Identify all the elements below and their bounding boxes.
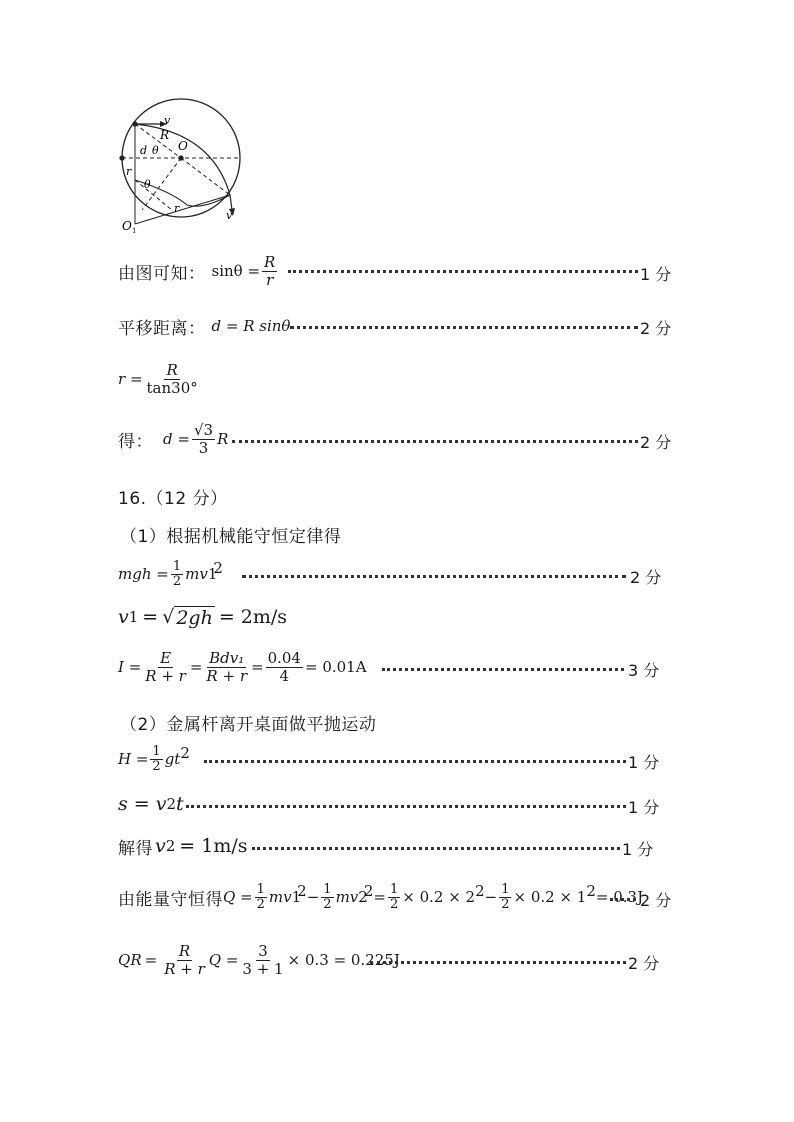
score-num: 1	[622, 840, 633, 859]
line-v1	[118, 600, 287, 634]
score-unit: 分	[637, 840, 654, 859]
line-fall-height	[118, 742, 190, 776]
line-r-formula	[118, 362, 202, 396]
term: mv	[335, 888, 359, 906]
dot-leader	[232, 440, 638, 443]
line-lhs: Q	[118, 951, 131, 969]
equals: =	[144, 951, 158, 969]
fraction-den: tan30°	[146, 378, 198, 397]
line-lhs: r =	[118, 370, 143, 388]
score-num: 1	[628, 798, 639, 817]
score-unit: 分	[643, 661, 660, 680]
score-label	[640, 888, 671, 911]
line-prefix: 由图可知：	[118, 263, 206, 284]
fraction-den: 4	[279, 666, 290, 685]
fraction	[266, 650, 303, 685]
fraction	[143, 650, 188, 685]
line-current	[118, 650, 367, 684]
label-d: d	[140, 144, 148, 157]
fraction-num: R	[264, 252, 276, 271]
fraction	[192, 422, 215, 457]
label-theta-1: θ	[152, 144, 159, 157]
dot-leader	[242, 575, 626, 578]
dot-leader	[204, 760, 626, 763]
line-rhs: = 1m/s	[179, 835, 248, 857]
fraction-num: R	[178, 941, 191, 960]
score-label	[640, 262, 671, 285]
label-R: R	[160, 128, 170, 142]
fraction	[171, 560, 183, 589]
label-v-bottom: v	[226, 209, 233, 222]
subscript: 2	[165, 837, 176, 855]
label-r-left: r	[126, 165, 132, 178]
dot-leader	[288, 270, 638, 273]
sqrt-radicand: 2gh	[176, 606, 213, 629]
part-1-heading: （1）根据机械能守恒定律得	[120, 527, 342, 547]
dot-leader	[382, 668, 624, 671]
fraction-den: 3 + 1	[242, 959, 284, 978]
line-energy-conservation	[118, 557, 223, 591]
line-v2-result	[118, 829, 248, 863]
label-r-bottom: r	[174, 202, 180, 215]
fraction	[162, 943, 207, 978]
dot-leader	[290, 326, 638, 329]
fraction-den: 3	[198, 438, 209, 457]
score-unit: 分	[655, 265, 672, 284]
dot-leader	[370, 961, 626, 964]
score-label	[628, 658, 659, 681]
fraction-num: 3	[258, 941, 268, 960]
score-label	[628, 795, 659, 818]
line-rhs: = 0.01A	[304, 658, 367, 676]
line-sin-theta	[118, 254, 279, 288]
fraction	[204, 650, 249, 685]
line-tail: mv	[185, 565, 208, 583]
score-num: 1	[640, 265, 651, 284]
line-heat-resistor	[118, 943, 400, 977]
equals: =	[189, 658, 203, 676]
fraction	[499, 883, 511, 912]
score-label	[628, 750, 659, 773]
line-lhs: Q =	[223, 888, 253, 906]
superscript: 2	[180, 744, 190, 762]
fraction-num: 1	[172, 558, 182, 574]
equals: =	[373, 888, 386, 906]
dot-leader	[186, 805, 626, 808]
score-label	[640, 316, 671, 339]
line-expression: d = R sinθ	[211, 317, 291, 335]
line-lhs: v	[155, 835, 166, 857]
fraction-num: 0.04	[267, 648, 301, 667]
fraction-den: R + r	[206, 666, 247, 685]
score-unit: 分	[643, 798, 660, 817]
label-theta-2: θ	[144, 178, 151, 191]
line-prefix: 得：	[118, 431, 153, 452]
subscript: 1	[128, 608, 139, 626]
fraction-den: 2	[256, 896, 265, 912]
fraction-den: 2	[501, 896, 510, 912]
line-horizontal-distance	[118, 787, 184, 821]
line-lhs: d =	[163, 430, 190, 448]
fraction-num: √3	[193, 420, 214, 439]
fraction-den: r	[266, 270, 274, 289]
score-label	[622, 837, 653, 860]
fraction-den: R + r	[164, 959, 205, 978]
line-rhs: = 0.3J	[595, 888, 644, 906]
score-label	[640, 430, 671, 453]
equals: =	[251, 658, 264, 676]
fraction-num: R	[166, 360, 178, 379]
fraction	[145, 362, 200, 397]
line-lhs: mgh =	[118, 565, 169, 583]
line-heat-total: 由能量守恒得 Q = $\frac{1}{2}$ mv 1 $^2$ − $\frac{1}{2}$ mv 2 $^2$ = $\frac{1}{2}$ × 0.2 × 2 $^2$ − $\frac{1}{2}$ × 0.2 × 1 $^2$ = 0.3J	[118, 881, 644, 912]
line-tail: gt	[164, 750, 181, 768]
fraction	[262, 254, 277, 289]
line-lhs: s = v	[118, 793, 167, 815]
score-num: 2	[628, 954, 639, 973]
score-unit: 分	[655, 319, 672, 338]
line-prefix: 平移距离：	[118, 318, 206, 339]
fraction-num: E	[160, 648, 172, 667]
subscript: 2	[166, 795, 177, 813]
score-num: 2	[630, 568, 641, 587]
fraction	[150, 745, 162, 774]
question-16-title: 16.（12 分）	[118, 489, 228, 509]
fraction-den: 2	[389, 896, 399, 912]
term: mv	[268, 888, 292, 906]
score-unit: 分	[643, 954, 660, 973]
line-d-result	[118, 422, 228, 456]
fraction-den: 2	[152, 758, 161, 774]
score-num: 2	[640, 891, 651, 910]
score-num: 2	[640, 319, 651, 338]
fraction	[240, 943, 285, 978]
dot-leader	[610, 898, 636, 901]
equals: =	[142, 606, 159, 628]
fraction	[255, 883, 267, 912]
fraction-num: Bdv₁	[209, 648, 245, 667]
line-tail: R	[217, 430, 229, 448]
minus: −	[484, 888, 498, 906]
score-unit: 分	[655, 891, 672, 910]
part-2-heading: （2）金属杆离开桌面做平抛运动	[120, 715, 377, 735]
score-unit: 分	[645, 568, 662, 587]
superscript: 2	[213, 559, 223, 577]
score-label	[630, 565, 661, 588]
line-translation-distance	[118, 309, 290, 343]
term: × 0.2 × 1	[513, 888, 587, 906]
line-lhs: sinθ =	[211, 262, 261, 280]
term: Q =	[208, 951, 239, 969]
score-unit: 分	[643, 753, 660, 772]
fraction-den: R + r	[145, 666, 186, 685]
fraction	[321, 883, 333, 912]
line-lhs: I =	[118, 658, 142, 676]
line-lhs: v	[118, 606, 129, 628]
label-v-top: v	[164, 114, 171, 127]
minus: −	[306, 888, 320, 906]
sqrt: √ 2gh	[162, 605, 213, 629]
subscript: R	[130, 951, 142, 969]
score-num: 3	[628, 661, 639, 680]
label-O1-sub: 1	[132, 227, 137, 235]
line-prefix: 解得	[118, 838, 153, 859]
line-rhs: = 2m/s	[218, 606, 288, 628]
score-label	[628, 951, 659, 974]
line-rhs: × 0.3 = 0.225J	[287, 951, 400, 969]
fraction-den: 2	[172, 573, 182, 589]
fraction-num: 1	[501, 881, 510, 897]
fraction-num: 1	[323, 881, 332, 897]
line-tail: t	[176, 793, 184, 815]
fraction-num: 1	[152, 743, 161, 759]
score-num: 1	[628, 753, 639, 772]
geometry-diagram	[112, 92, 252, 237]
fraction-num: 1	[256, 881, 265, 897]
line-prefix: 由能量守恒得	[118, 889, 223, 910]
score-num: 2	[640, 433, 651, 452]
label-O: O	[178, 139, 188, 153]
label-O1: O	[122, 219, 132, 233]
fraction-den: 2	[323, 896, 332, 912]
line-lhs: H =	[118, 750, 149, 768]
dot-leader	[252, 847, 620, 850]
score-unit: 分	[655, 433, 672, 452]
term: × 0.2 × 2	[402, 888, 476, 906]
fraction	[388, 883, 400, 912]
fraction-num: 1	[389, 881, 399, 897]
subscript: 1	[207, 565, 218, 583]
